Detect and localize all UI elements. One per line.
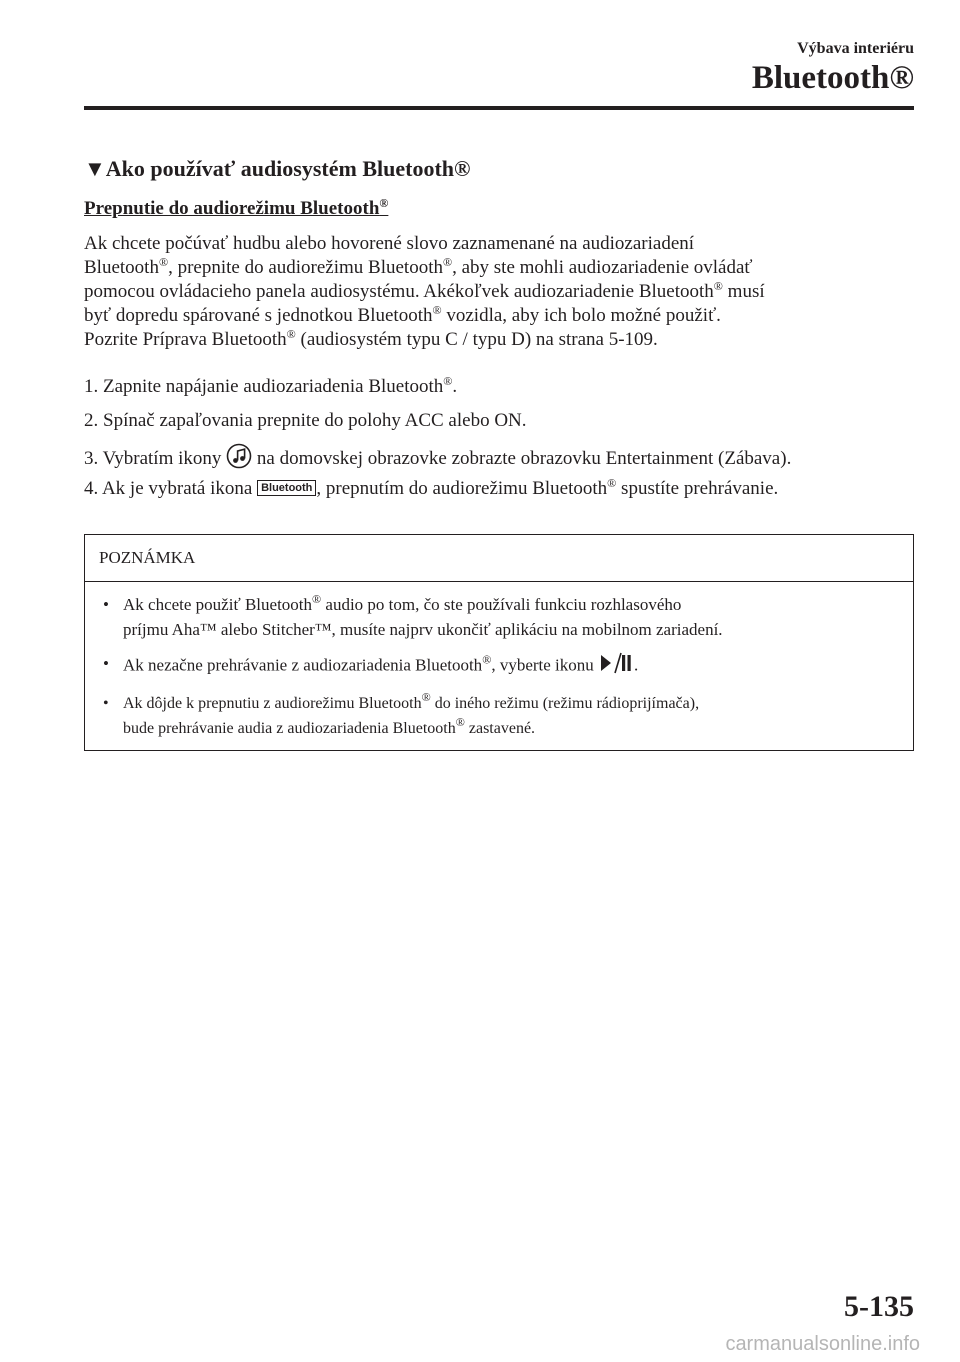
music-note-icon [226,443,252,476]
bullet: • [103,695,109,712]
note-box [84,534,914,751]
note-line [123,651,899,682]
text: Ak nezačne prehrávanie z audiozariadenia Bluetooth [123,655,483,675]
text: . [452,376,458,397]
text: musí [722,281,765,302]
note-body [85,582,913,741]
text: pomocou ovládacieho panela audiosystému. Akékoľvek audiozariadenie Bluetooth [84,281,714,302]
text: Ak chcete použiť Bluetooth [123,595,313,614]
registered-mark: ® [379,196,389,210]
text: , prepnutím do audiorežimu Bluetooth [316,478,608,499]
note-title: POZNÁMKA [85,535,913,582]
note-line [123,716,899,741]
text: , aby ste mohli audiozariadenie ovládať [452,257,753,278]
note-item [99,691,899,741]
header-rule [84,106,914,110]
registered-mark: ® [713,279,723,293]
text: 3. Vybratím ikony [84,447,227,469]
text: bude prehrávanie audia z audiozariadenia Bluetooth [123,720,456,737]
running-header-section: Výbava interiéru [797,40,914,57]
steps-list [84,375,924,511]
intro-line [84,328,924,352]
note-item [99,592,899,642]
note-line [123,592,899,617]
registered-mark: ® [312,592,322,606]
registered-mark: ® [455,715,465,729]
text: zastavené. [464,720,536,737]
registered-mark: ® [607,476,617,490]
step-4 [84,477,924,511]
text: 4. Ak je vybratá ikona [84,478,258,499]
intro-line [84,256,924,280]
registered-mark: ® [442,255,453,269]
registered-mark: ® [482,652,492,667]
text: spustíte prehrávanie. [616,478,779,499]
text: byť dopredu spárované s jednotkou Bluetooth [84,305,433,326]
registered-mark: ® [421,690,431,704]
running-header-title: Bluetooth® [751,60,914,96]
intro-line: Ak chcete počúvať hudbu alebo hovorené slovo zaznamenané na audiozariadení [84,233,695,254]
play-pause-icon [598,651,634,682]
text: vozidla, aby ich bolo možné použiť. [441,305,721,326]
text: na domovskej obrazovke zobrazte obrazovku Entertainment (Zábava). [252,447,792,469]
page-number: 5-135 [844,1290,914,1323]
note-line: príjmu Aha™ alebo Stitcher™, musíte najprv ukončiť aplikáciu na mobilnom zariadení. [123,620,723,639]
text: audio po tom, čo ste používali funkciu rozhlasového [321,595,682,614]
bluetooth-button-badge: Bluetooth [257,480,316,496]
text: Ak dôjde k prepnutiu z audiorežimu Bluetooth [123,695,422,712]
step-2: 2. Spínač zapaľovania prepnite do polohy ACC alebo ON. [84,410,527,431]
step-1 [84,375,924,409]
watermark-link[interactable]: carmanualsonline.info [725,1333,920,1355]
note-line [123,691,899,716]
section-heading: ▼Ako používať audiosystém Bluetooth® [84,156,471,181]
text: 1. Zapnite napájanie audiozariadenia Bluetooth [84,376,444,397]
note-item [99,651,899,682]
bullet: • [103,654,109,673]
text: , prepnite do audiorežimu Bluetooth [168,257,443,278]
text: Pozrite Príprava Bluetooth [84,329,287,350]
sub-heading [84,198,388,220]
registered-mark: ® [286,327,296,341]
registered-mark: ® [443,374,453,388]
registered-mark: ® [432,303,442,317]
text: (audiosystém typu C / typu D) na strana 5-109. [295,329,658,350]
intro-line [84,304,924,328]
text: . [634,655,639,675]
bullet: • [103,595,109,614]
sub-heading-text: Prepnutie do audiorežimu Bluetooth [84,198,380,219]
text: do iného režimu (režimu rádioprijímača), [430,695,700,712]
registered-mark: ® [158,255,169,269]
step-3 [84,443,924,477]
intro-paragraph [84,232,924,352]
intro-line [84,280,924,304]
text: , vyberte ikonu [491,655,599,675]
text: Bluetooth [84,257,159,278]
